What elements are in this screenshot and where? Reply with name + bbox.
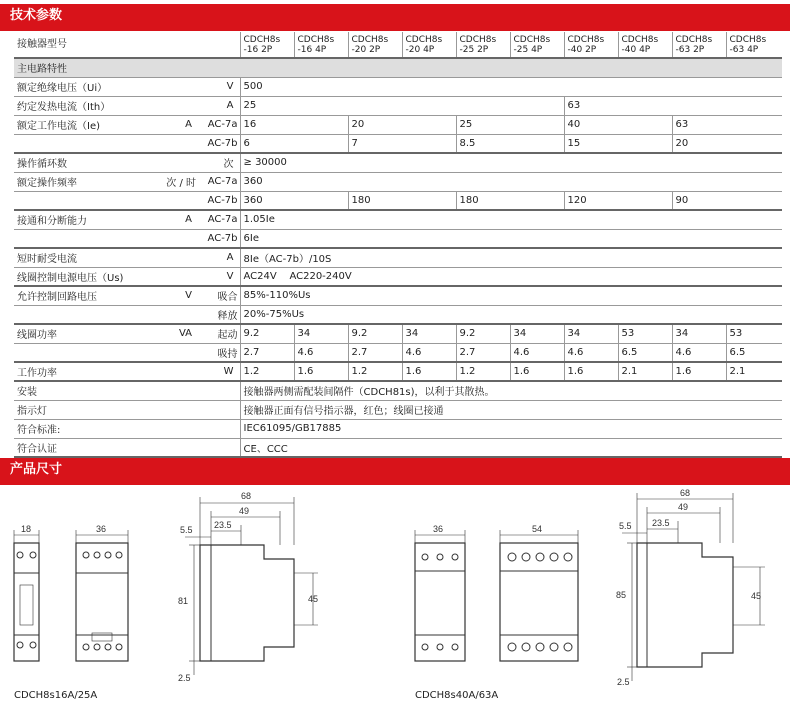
row-value: 7 <box>348 134 456 153</box>
row-value: 360 <box>240 191 348 210</box>
row-value: 90 <box>672 191 782 210</box>
model-cell: CDCH8s -25 4P <box>510 32 564 58</box>
model-cell: CDCH8s -40 2P <box>564 32 618 58</box>
led-row <box>14 400 782 419</box>
front-view-18 <box>14 524 39 661</box>
spec-section-header <box>0 4 790 28</box>
row-value: 85%-110%Us <box>240 286 782 305</box>
row-value: 25 <box>456 115 564 134</box>
coil-row-a <box>14 324 782 343</box>
row-value: 16 <box>240 115 348 134</box>
dim-36-label: 36 <box>96 524 107 534</box>
row-value: 6Ie <box>240 229 782 248</box>
make-row-a <box>14 210 782 229</box>
model-cell: CDCH8s -63 2P <box>672 32 726 58</box>
row-value: AC24V AC220-240V <box>240 267 782 286</box>
front-view-36-large <box>415 524 465 661</box>
row-label: 额定绝缘电压（Ui） <box>14 77 162 96</box>
front-view-54 <box>500 524 578 661</box>
row-value: 4.6 <box>510 343 564 362</box>
us-row <box>14 267 782 286</box>
row-value: 20 <box>672 134 782 153</box>
row-label: 安装 <box>14 381 240 400</box>
row-value: 9.2 <box>240 324 294 343</box>
row-unit: A <box>162 96 240 115</box>
ie-row-b <box>14 134 782 153</box>
row-value: 120 <box>564 191 672 210</box>
dim-23-5-label: 23.5 <box>214 520 232 530</box>
main-circuit-row <box>14 58 782 77</box>
row-value: CE、CCC <box>240 438 782 457</box>
row-sub: 释放 <box>198 305 240 324</box>
row-label: 指示灯 <box>14 400 240 419</box>
row-value: 360 <box>240 172 782 191</box>
row-unit: A <box>162 210 198 229</box>
row-value: 34 <box>402 324 456 343</box>
row-value: 接触器正面有信号指示器，红色；线圈已接通 <box>240 400 782 419</box>
cert-row <box>14 438 782 457</box>
row-value: 4.6 <box>564 343 618 362</box>
row-value: 1.2 <box>240 362 294 381</box>
side-view-right <box>616 488 765 687</box>
row-value: 6.5 <box>618 343 672 362</box>
coil-row-b <box>14 343 782 362</box>
row-unit: A <box>162 115 198 134</box>
dim-36b-label: 36 <box>433 524 444 534</box>
row-value: 20 <box>348 115 456 134</box>
row-unit: W <box>162 362 240 381</box>
row-label: 符合认证 <box>14 438 240 457</box>
row-unit: V <box>162 267 240 286</box>
row-value: 1.6 <box>672 362 726 381</box>
freq-row-b <box>14 191 782 210</box>
dim-85-label: 85 <box>616 590 627 600</box>
row-label: 线圈控制电源电压（Us) <box>14 267 162 286</box>
row-value: 63 <box>672 115 782 134</box>
caption-left: CDCH8s16A/25A <box>14 690 98 701</box>
row-value: 6 <box>240 134 348 153</box>
row-value: 2.1 <box>726 362 782 381</box>
model-cell: CDCH8s -16 2P <box>240 32 294 58</box>
main-circuit-label: 主电路特性 <box>14 58 782 77</box>
row-label: 额定工作电流（Ie) <box>14 115 162 134</box>
model-row <box>14 32 782 58</box>
row-value: 25 <box>240 96 564 115</box>
dim-23-5b-label: 23.5 <box>652 518 670 528</box>
row-value: 4.6 <box>402 343 456 362</box>
row-sub: 吸持 <box>198 343 240 362</box>
row-value: 8.5 <box>456 134 564 153</box>
front-view-36 <box>76 524 128 661</box>
row-label: 短时耐受电流 <box>14 248 162 267</box>
dims-section-title: 产品尺寸 <box>10 462 63 477</box>
row-unit: V <box>162 286 198 305</box>
row-value: 2.1 <box>618 362 672 381</box>
dim-45-label: 45 <box>308 594 319 604</box>
dim-54-label: 54 <box>532 524 543 534</box>
row-value: 1.05Ie <box>240 210 782 229</box>
dimension-drawings <box>0 485 790 707</box>
row-value: 4.6 <box>294 343 348 362</box>
spec-section-title: 技术参数 <box>10 8 63 23</box>
dim-49b-label: 49 <box>678 502 689 512</box>
row-sub: AC-7b <box>198 191 240 210</box>
row-label: 操作循环数 <box>14 153 162 172</box>
ctrl-row-b <box>14 305 782 324</box>
std-row <box>14 419 782 438</box>
spec-header-underline <box>0 28 790 31</box>
ie-row-a <box>14 115 782 134</box>
row-label: 允许控制回路电压 <box>14 286 162 305</box>
dim-2-5b-label: 2.5 <box>617 677 630 687</box>
row-unit: V <box>162 77 240 96</box>
row-value: 1.2 <box>456 362 510 381</box>
row-value: 500 <box>240 77 782 96</box>
dim-68b-label: 68 <box>680 488 691 498</box>
make-row-b <box>14 229 782 248</box>
row-value: 40 <box>564 115 672 134</box>
row-label: 符合标准: <box>14 419 240 438</box>
row-sub: AC-7a <box>198 210 240 229</box>
model-cell: CDCH8s -40 4P <box>618 32 672 58</box>
dim-5-5-label: 5.5 <box>180 525 193 535</box>
row-value: 34 <box>510 324 564 343</box>
row-sub: AC-7b <box>198 134 240 153</box>
model-cell: CDCH8s -25 2P <box>456 32 510 58</box>
row-sub: AC-7a <box>198 172 240 191</box>
dim-45b-label: 45 <box>751 591 762 601</box>
row-sub: AC-7a <box>198 115 240 134</box>
row-value: 1.6 <box>402 362 456 381</box>
row-value: 53 <box>618 324 672 343</box>
row-value: 20%-75%Us <box>240 305 782 324</box>
row-label: 约定发热电流（Ith） <box>14 96 162 115</box>
freq-row-a <box>14 172 782 191</box>
ctrl-row-a <box>14 286 782 305</box>
dim-68-label: 68 <box>241 491 252 501</box>
ui-row <box>14 77 782 96</box>
model-cell: CDCH8s -20 4P <box>402 32 456 58</box>
row-value: 接触器两侧需配装间隔件（CDCH81s)，以利于其散热。 <box>240 381 782 400</box>
dims-section-header <box>0 458 790 482</box>
row-value: 180 <box>456 191 564 210</box>
spec-table <box>14 32 782 458</box>
dim-2-5-label: 2.5 <box>178 673 191 683</box>
row-value: IEC61095/GB17885 <box>240 419 782 438</box>
row-value: 63 <box>564 96 782 115</box>
ith-row <box>14 96 782 115</box>
row-value: ≥ 30000 <box>240 153 782 172</box>
row-value: 4.6 <box>672 343 726 362</box>
work-row <box>14 362 782 381</box>
row-value: 180 <box>348 191 456 210</box>
row-label: 额定操作频率 <box>14 172 162 191</box>
row-value: 8Ie（AC-7b）/10S <box>240 248 782 267</box>
row-value: 1.6 <box>294 362 348 381</box>
row-value: 1.6 <box>564 362 618 381</box>
short-row <box>14 248 782 267</box>
dim-5-5b-label: 5.5 <box>619 521 632 531</box>
model-cell: CDCH8s -16 4P <box>294 32 348 58</box>
row-value: 34 <box>294 324 348 343</box>
row-sub: 吸合 <box>198 286 240 305</box>
row-unit: 次 <box>162 153 240 172</box>
row-sub: AC-7b <box>198 229 240 248</box>
row-unit: A <box>162 248 240 267</box>
row-value: 2.7 <box>348 343 402 362</box>
model-cell: CDCH8s -20 2P <box>348 32 402 58</box>
row-value: 1.6 <box>510 362 564 381</box>
model-cell: CDCH8s -63 4P <box>726 32 782 58</box>
row-label: 工作功率 <box>14 362 162 381</box>
caption-right: CDCH8s40A/63A <box>415 690 499 701</box>
row-value: 9.2 <box>348 324 402 343</box>
side-view-left <box>178 491 318 683</box>
dim-18-label: 18 <box>21 524 32 534</box>
row-value: 34 <box>564 324 618 343</box>
model-label: 接触器型号 <box>14 32 240 58</box>
row-value: 34 <box>672 324 726 343</box>
dim-81-label: 81 <box>178 596 189 606</box>
row-label: 线圈功率 <box>14 324 162 343</box>
row-unit: VA <box>162 324 198 343</box>
row-value: 2.7 <box>240 343 294 362</box>
dim-49-label: 49 <box>239 506 250 516</box>
row-value: 15 <box>564 134 672 153</box>
install-row <box>14 381 782 400</box>
row-value: 6.5 <box>726 343 782 362</box>
cycles-row <box>14 153 782 172</box>
row-value: 1.2 <box>348 362 402 381</box>
row-sub: 起动 <box>198 324 240 343</box>
row-unit: 次 / 时 <box>162 172 198 191</box>
row-label: 接通和分断能力 <box>14 210 162 229</box>
row-value: 2.7 <box>456 343 510 362</box>
row-value: 53 <box>726 324 782 343</box>
row-value: 9.2 <box>456 324 510 343</box>
